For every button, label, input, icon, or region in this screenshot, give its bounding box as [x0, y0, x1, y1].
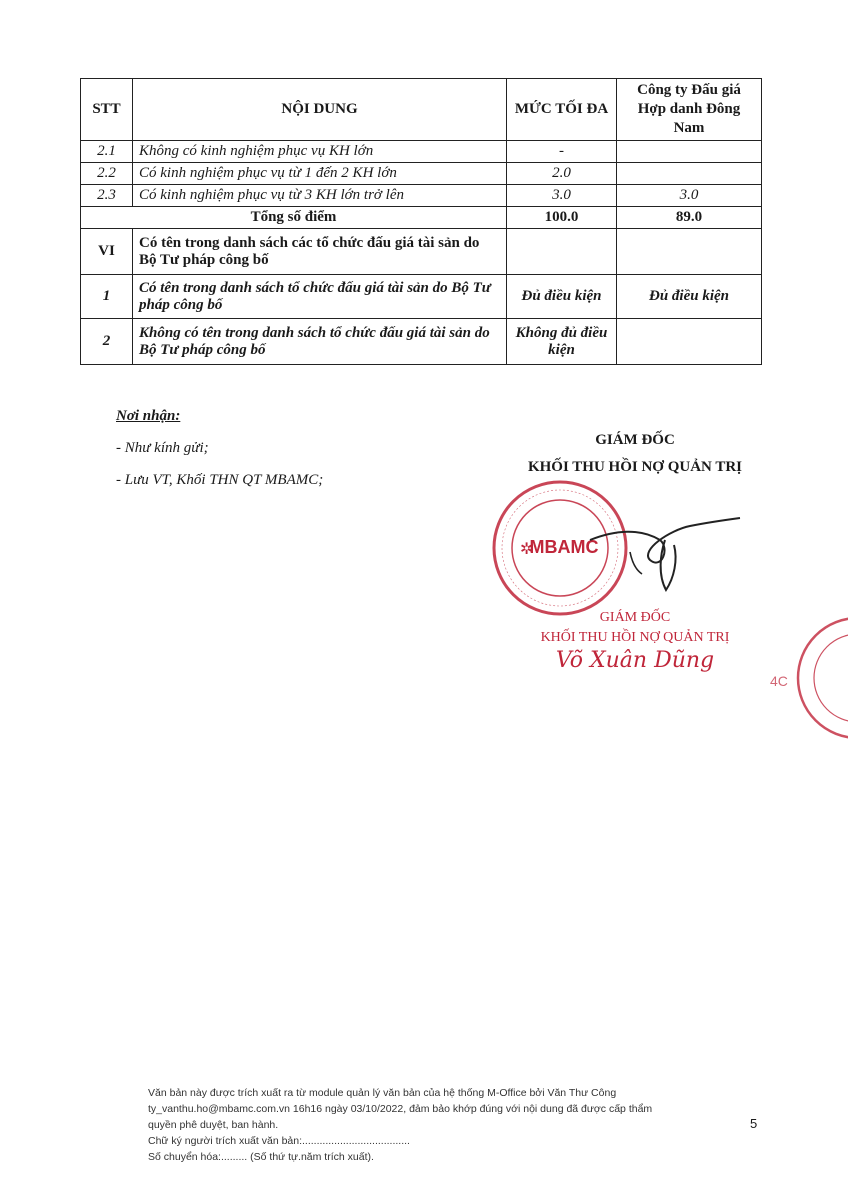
row-company	[617, 141, 762, 163]
stamp-title-line1: GIÁM ĐỐC	[599, 610, 671, 625]
row-stt: 2.2	[81, 163, 133, 185]
svg-text:4C: 4C	[770, 673, 788, 689]
row-max: 3.0	[507, 185, 617, 207]
section-row	[81, 229, 762, 275]
receivers-title: Nơi nhận:	[116, 408, 181, 424]
scoring-table	[80, 78, 762, 365]
row-max: Đủ điều kiện	[507, 275, 617, 319]
receiver-item: - Lưu VT, Khối THN QT MBAMC;	[116, 472, 324, 488]
total-label: Tổng số điểm	[81, 207, 507, 229]
header-max: MỨC TỐI ĐA	[507, 79, 617, 141]
row-max: 2.0	[507, 163, 617, 185]
section-max	[507, 229, 617, 275]
table-header-row	[81, 79, 762, 141]
table-row	[81, 275, 762, 319]
row-max: -	[507, 141, 617, 163]
row-content: Có tên trong danh sách tổ chức đấu giá tài sản do Bộ Tư pháp công bố	[133, 275, 507, 319]
table-row	[81, 141, 762, 163]
footer-line: Chữ ký người trích xuất văn bản:.....................................	[148, 1135, 410, 1147]
row-company	[617, 319, 762, 365]
total-max: 100.0	[507, 207, 617, 229]
partial-seal-icon	[748, 608, 848, 748]
total-company: 89.0	[617, 207, 762, 229]
total-row	[81, 207, 762, 229]
row-stt: 2.1	[81, 141, 133, 163]
signer-title: GIÁM ĐỐC	[595, 432, 675, 448]
table-row	[81, 185, 762, 207]
handwritten-signature-icon	[570, 500, 750, 600]
header-company: Công ty Đấu giá Hợp danh Đông Nam	[617, 79, 762, 141]
section-company	[617, 229, 762, 275]
page-number: 5	[750, 1116, 758, 1131]
receivers-block	[116, 400, 323, 496]
stamp-title-line2: KHỐI THU HỒI NỢ QUẢN TRỊ	[540, 630, 730, 645]
stamp-title	[520, 608, 750, 648]
row-stt: 2.3	[81, 185, 133, 207]
row-content: Có kinh nghiệm phục vụ từ 1 đến 2 KH lớn	[133, 163, 507, 185]
footer-line: Số chuyển hóa:......... (Số thứ tự.năm trích xuất).	[148, 1151, 374, 1163]
signer-department: KHỐI THU HỒI NỢ QUẢN TRỊ	[527, 459, 743, 475]
section-stt: VI	[81, 229, 133, 275]
row-max: Không đủ điều kiện	[507, 319, 617, 365]
header-content: NỘI DUNG	[133, 79, 507, 141]
footer-line: Văn bản này được trích xuất ra từ module quản lý văn bản của hệ thống M-Office bởi Văn Thư Công	[148, 1087, 617, 1099]
row-content: Có kinh nghiệm phục vụ từ 3 KH lớn trở lên	[133, 185, 507, 207]
table-row	[81, 319, 762, 365]
row-stt: 1	[81, 275, 133, 319]
seal-logo-text: MBAMC	[529, 537, 599, 557]
signer-name: Võ Xuân Dũng	[555, 648, 715, 673]
row-company	[617, 163, 762, 185]
receiver-item: - Như kính gửi;	[116, 440, 209, 456]
table-row	[81, 163, 762, 185]
footer-line: ty_vanthu.ho@mbamc.com.vn 16h16 ngày 03/10/2022, đảm bảo khớp đúng với nội dung đã được cấp thẩm	[148, 1103, 653, 1115]
row-content: Không có kinh nghiệm phục vụ KH lớn	[133, 141, 507, 163]
row-company: 3.0	[617, 185, 762, 207]
footer-note	[148, 1085, 748, 1165]
section-content: Có tên trong danh sách các tổ chức đấu giá tài sản do Bộ Tư pháp công bố	[133, 229, 507, 275]
row-content: Không có tên trong danh sách tổ chức đấu giá tài sản do Bộ Tư pháp công bố	[133, 319, 507, 365]
row-company: Đủ điều kiện	[617, 275, 762, 319]
footer-line: quyền phê duyệt, ban hành.	[148, 1119, 279, 1131]
signature-heading	[490, 424, 780, 478]
svg-text:✲: ✲	[520, 539, 534, 558]
header-stt: STT	[81, 79, 133, 141]
row-stt: 2	[81, 319, 133, 365]
